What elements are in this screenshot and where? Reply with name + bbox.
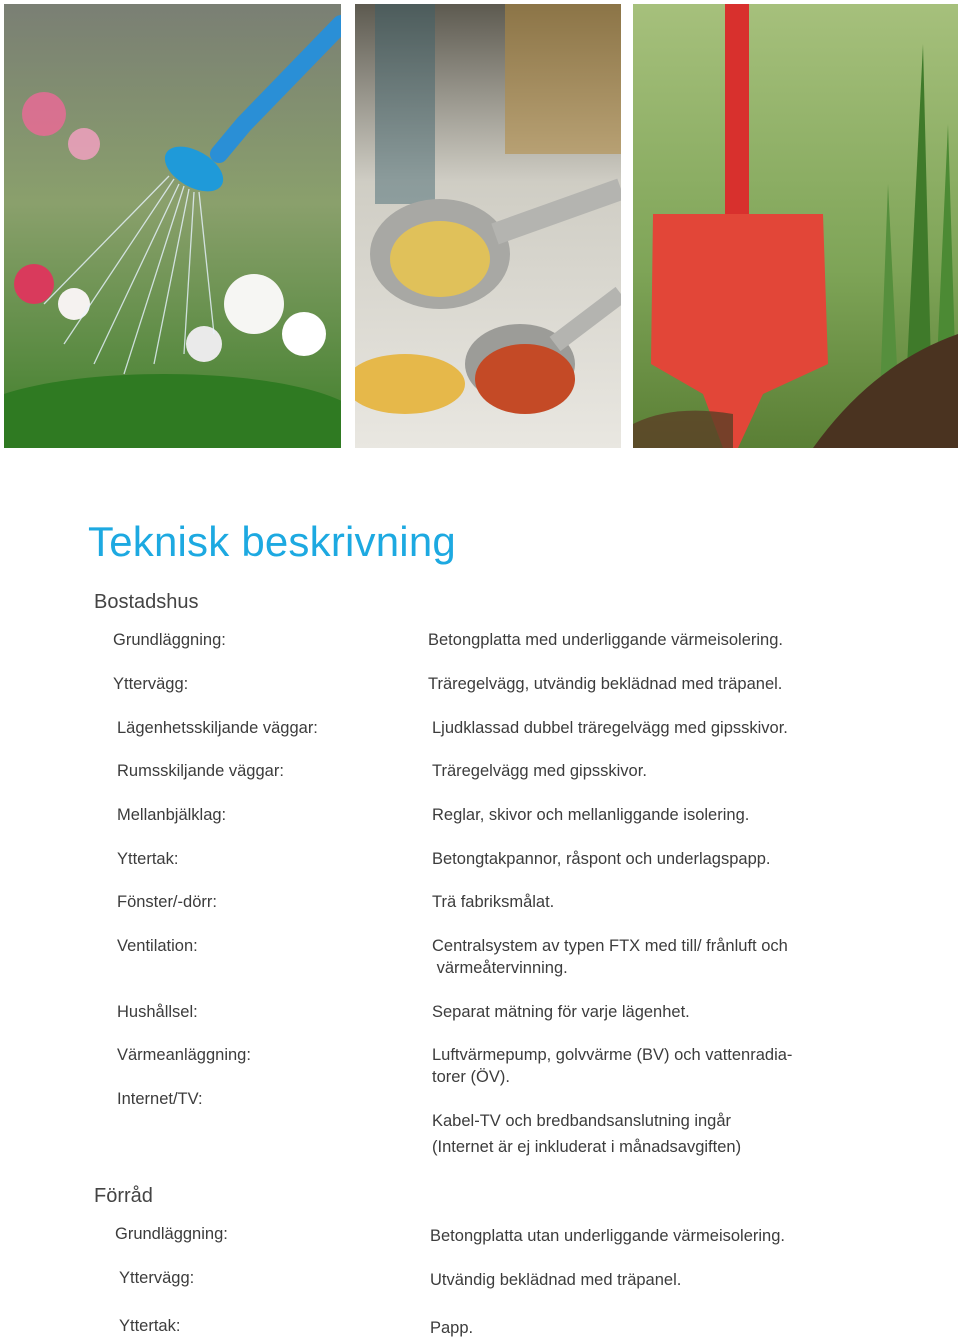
label-grundlaggning: Grundläggning: [113,631,226,649]
value-fonster-dorr: Trä fabriksmålat. [432,893,555,911]
label-ventilation: Ventilation: [117,937,198,955]
label-rumsskiljande-vaggar: Rumsskiljande väggar: [117,762,284,780]
value-forrad-yttervagg: Utvändig beklädnad med träpanel. [430,1271,682,1289]
value-hushallsel: Separat mätning för varje lägenhet. [432,1003,690,1021]
value-internet-tv: Kabel-TV och bredbandsanslutning ingår [432,1112,732,1130]
value-ventilation: Centralsystem av typen FTX med till/ frånluft och [432,937,788,955]
value-yttervagg: Träregelvägg, utvändig beklädnad med träpanel. [428,675,783,693]
label-internet-tv: Internet/TV: [117,1090,203,1108]
label-lagenhetsskiljande-vaggar: Lägenhetsskiljande väggar: [117,719,318,737]
label-yttervagg: Yttervägg: [113,675,189,693]
value-mellanbjalklag: Reglar, skivor och mellanliggande isolering. [432,806,750,824]
value-ventilation-line2: värmeåtervinning. [432,959,568,977]
value-forrad-grundlaggning: Betongplatta utan underliggande värmeisolering. [430,1227,785,1245]
label-varmeanlaggning: Värmeanläggning: [117,1046,251,1064]
value-grundlaggning: Betongplatta med underliggande värmeisolering. [428,631,783,649]
red-spade-photo [633,4,958,448]
section-heading-forrad: Förråd [94,1185,153,1207]
value-varmeanlaggning: Luftvärmepump, golvvärme (BV) och vattenradia- [432,1046,793,1064]
measuring-spoons-spices-photo [355,4,621,448]
label-mellanbjalklag: Mellanbjälklag: [117,806,227,824]
label-forrad-grundlaggning: Grundläggning: [115,1225,228,1243]
value-rumsskiljande-vaggar: Träregelvägg med gipsskivor. [432,762,647,780]
section-heading-bostadshus: Bostadshus [94,591,199,613]
label-forrad-yttertak: Yttertak: [119,1317,181,1335]
watering-can-flowers-photo [4,4,341,448]
label-yttertak: Yttertak: [117,850,179,868]
value-internet-tv-line2: (Internet är ej inkluderat i månadsavgiften) [432,1138,742,1156]
value-lagenhetsskiljande-vaggar: Ljudklassad dubbel träregelvägg med gipsskivor. [432,719,788,737]
value-forrad-yttertak: Papp. [430,1319,474,1337]
label-fonster-dorr: Fönster/-dörr: [117,893,217,911]
label-forrad-yttervagg: Yttervägg: [119,1269,195,1287]
value-varmeanlaggning-line2: torer (ÖV). [432,1068,510,1086]
value-yttertak: Betongtakpannor, råspont och underlagspapp. [432,850,771,868]
page-title: Teknisk beskrivning [88,518,456,565]
label-hushallsel: Hushållsel: [117,1003,198,1021]
